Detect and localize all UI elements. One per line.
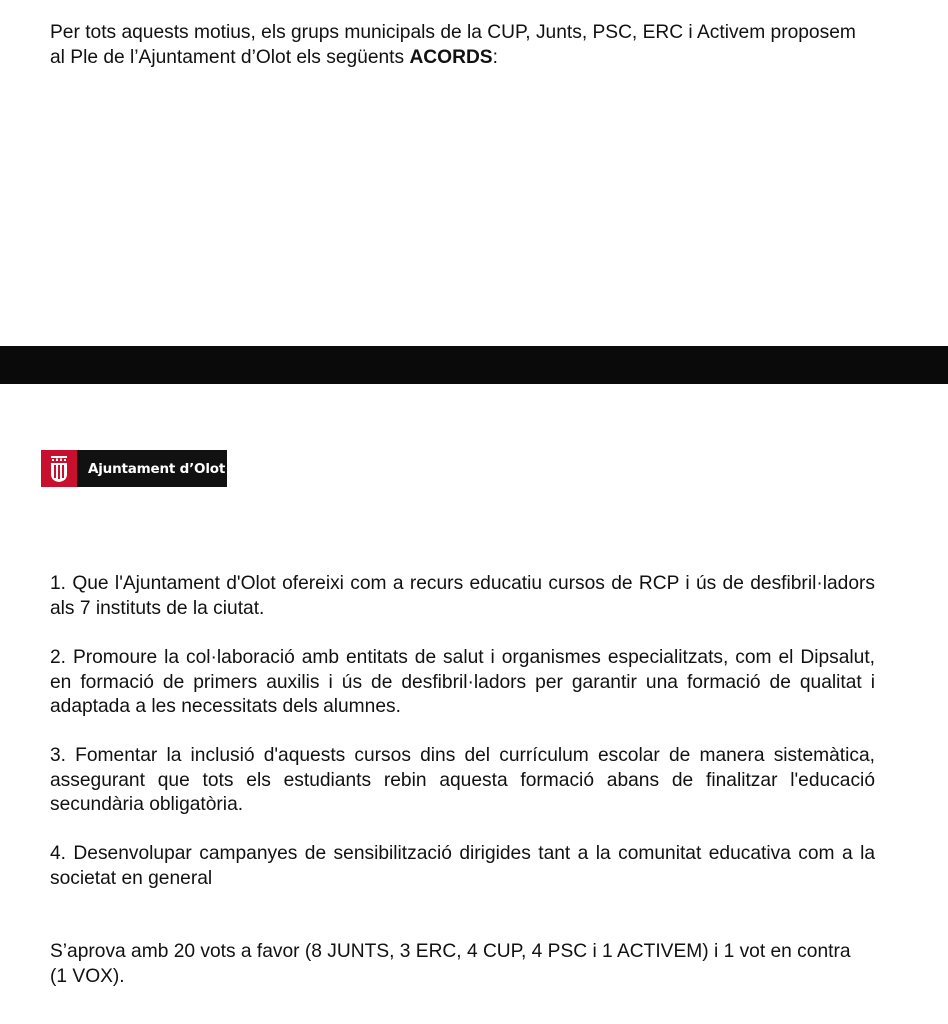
agreement-1: 1. Que l'Ajuntament d'Olot ofereixi com a recurs educatiu cursos de RCP i ús de desfibril·ladors als 7 instituts de la ciutat. [50,573,875,619]
intro-text: Per tots aquests motius, els grups municipals de la CUP, Junts, PSC, ERC i Activem proposem al Ple de l’Ajuntament d’Olot els següents [50,22,856,68]
agreement-4: 4. Desenvolupar campanyes de sensibilització dirigides tant a la comunitat educativa com a la societat en general [50,843,875,889]
agreement-3: 3. Fomentar la inclusió d'aquests cursos dins del currículum escolar de manera sistemàtica, assegurant que tots els estudiants rebin aquesta formació abans de finalitzar l'educació secundària obligatòria. [50,745,875,815]
ajuntament-logo [41,450,227,487]
intro-bold-acords: ACORDS [409,46,493,68]
intro-paragraph [50,21,875,70]
intro-colon: : [492,46,498,68]
vote-result: S’aprova amb 20 vots a favor (8 JUNTS, 3 ERC, 4 CUP, 4 PSC i 1 ACTIVEM) i 1 vot en contra (1 VOX). [50,941,851,987]
logo-text: Ajuntament d’Olot [88,460,226,477]
coat-of-arms-icon [41,450,77,487]
agreement-2: 2. Promoure la col·laboració amb entitats de salut i organismes especialitzats, com el Dipsalut, en formació de primers auxilis i ús de desfibril·ladors per garantir una formació de qualitat i adaptada a les necessitats dels alumnes. [50,647,875,717]
black-divider-band [0,346,948,384]
